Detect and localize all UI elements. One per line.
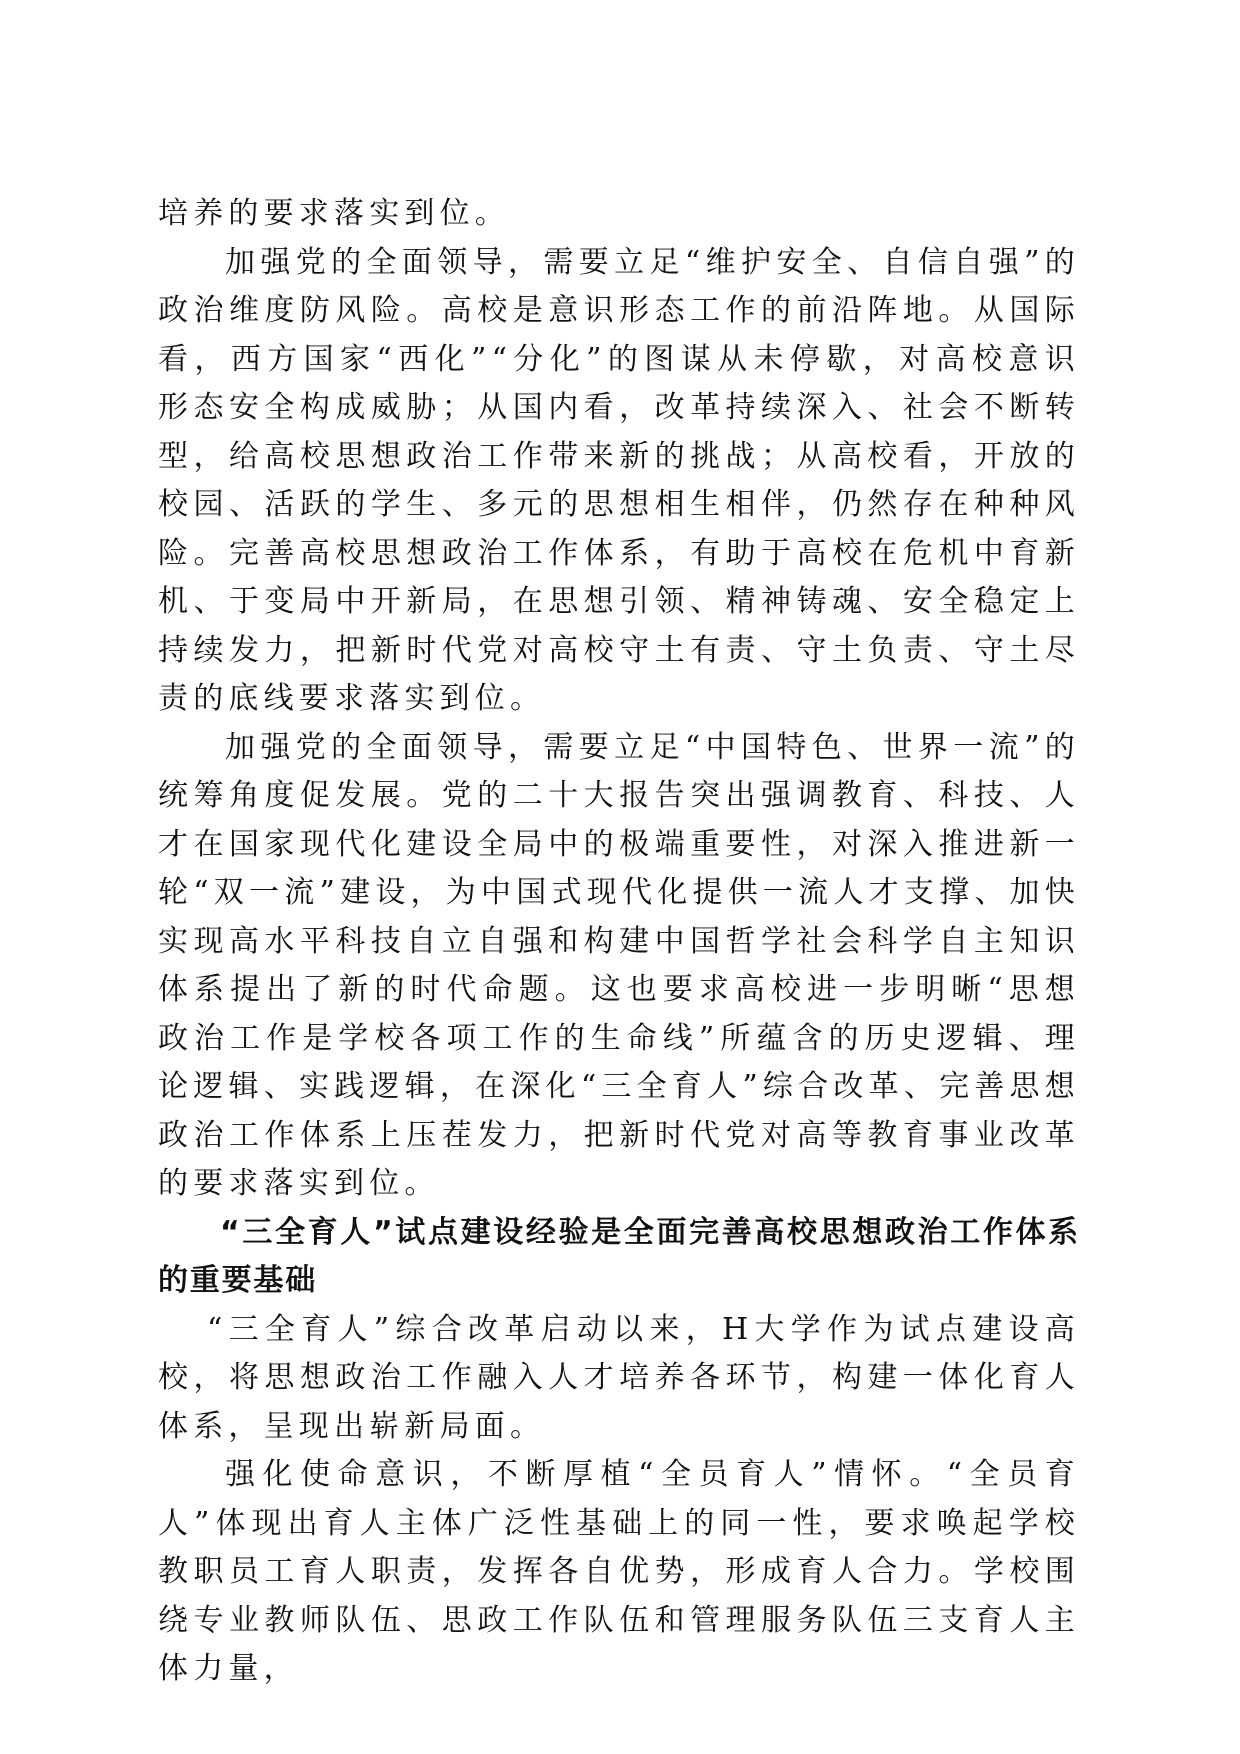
paragraph-continuation: 培养的要求落实到位。	[158, 196, 510, 231]
paragraph-security: 加强党的全面领导，需要立足“维护安全、自信自强”的政治维度防风险。高校是意识形态工作的前沿阵地。从国际看，西方国家“西化”“分化”的图谋从未停歇，对高校意识形态安全构成威胁；从国内看，改革持续深入、社会不断转型，给高校思想政治工作带来新的挑战；从高校看，开放的校园、活跃的学生、多元的思想相生相伴，仍然存在种种风险。完善高校思想政治工作体系，有助于高校在危机中育新机、于变局中开新局，在思想引领、精神铸魂、安全稳定上持续发力，把新时代党对高校守土有责、守土负责、守土尽责的底线要求落实到位。	[158, 244, 1080, 716]
document-page	[158, 190, 1080, 1694]
paragraph-all-staff: 强化使命意识，不断厚植“全员育人”情怀。“全员育人”体现出育人主体广泛性基础上的同一性，要求唤起学校教职员工育人职责，发挥各自优势，形成育人合力。学校围绕专业教师队伍、思政工作队伍和管理服务队伍三支育人主体力量，	[158, 1457, 1080, 1686]
paragraph-development: 加强党的全面领导，需要立足“中国特色、世界一流”的统筹角度促发展。党的二十大报告突出强调教育、科技、人才在国家现代化建设全局中的极端重要性，对深入推进新一轮“双一流”建设，为中国式现代化提供一流人才支撑、加快实现高水平科技自立自强和构建中国哲学社会科学自主知识体系提出了新的时代命题。这也要求高校进一步明晰“思想政治工作是学校各项工作的生命线”所蕴含的历史逻辑、理论逻辑、实践逻辑，在深化“三全育人”综合改革、完善思想政治工作体系上压茬发力，把新时代党对高等教育事业改革的要求落实到位。	[158, 729, 1080, 1201]
paragraph-reform-intro: “三全育人”综合改革启动以来，H大学作为试点建设高校，将思想政治工作融入人才培养各环节，构建一体化育人体系，呈现出崭新局面。	[158, 1311, 1080, 1444]
section-heading: “三全育人”试点建设经验是全面完善高校思想政治工作体系的重要基础	[158, 1214, 1080, 1298]
